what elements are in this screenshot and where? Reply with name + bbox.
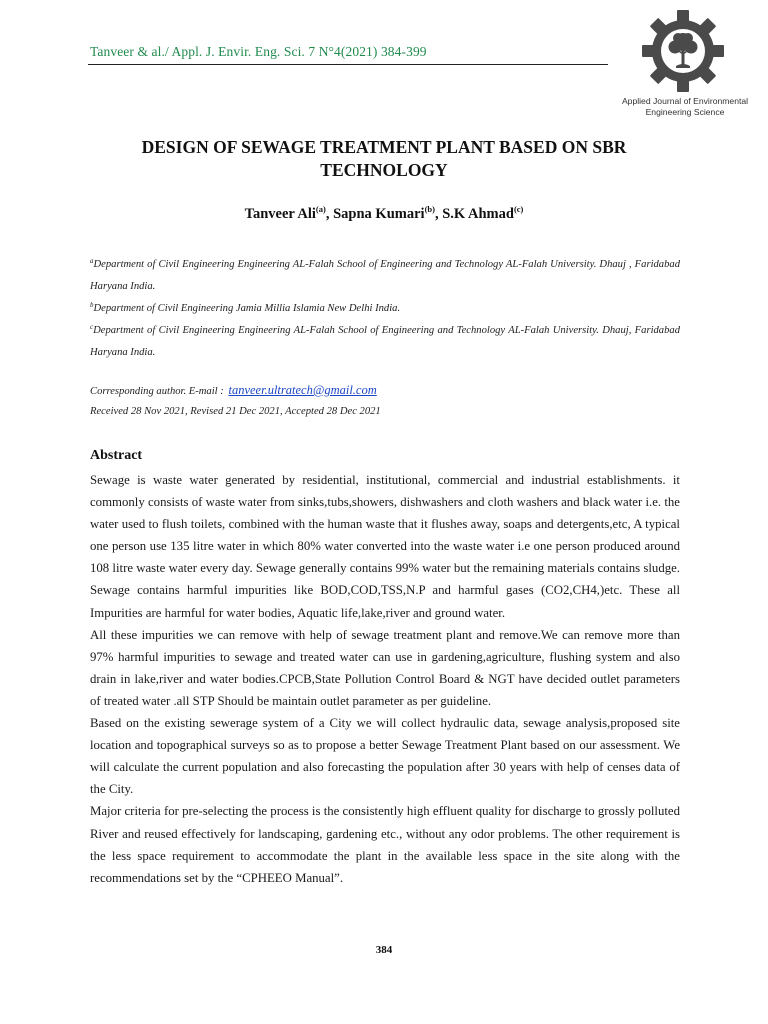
author-list (90, 204, 678, 223)
abstract-paragraph: All these impurities we can remove with help of sewage treatment plant and remove.We can remove more than 97% harmful impurities to sewage and treated water can use in gardening,agriculture, flushing system and also drain in lake,river and water bodies.CPCB,State Pollution Control Board & NGT have decided outlet parameters of treated water .all STP Should be maintain outlet parameter as per guideline. (90, 627, 680, 708)
abstract-heading: Abstract (90, 448, 143, 463)
journal-name (606, 96, 764, 117)
paper-title (90, 136, 678, 182)
author-affiliation-mark: (a) (315, 204, 326, 214)
affiliation-mark: b (90, 301, 94, 309)
title-line-2: TECHNOLOGY (320, 160, 448, 180)
journal-name-line-2: Engineering Science (645, 106, 725, 117)
page-number: 384 (375, 944, 393, 956)
gear-tree-logo-icon (640, 8, 726, 94)
author-separator: , (325, 206, 334, 222)
journal-citation: Tanveer & al./ Appl. J. Envir. Eng. Sci. 7 N°4(2021) 384-399 (90, 44, 427, 59)
author-name: Tanveer Ali (244, 206, 316, 222)
affiliation-text: Department of Civil Engineering Jamia Millia Islamia New Delhi India. (93, 303, 401, 314)
journal-name-line-1: Applied Journal of Environmental (621, 96, 749, 106)
affiliation-a (90, 250, 680, 298)
author-separator: , (434, 206, 443, 222)
affiliation-mark: a (90, 257, 94, 265)
submission-dates: Received 28 Nov 2021, Revised 21 Dec 2021, Accepted 28 Dec 2021 (90, 406, 381, 417)
corresponding-label: Corresponding author. E-mail : (90, 386, 224, 397)
author-affiliation-mark: (c) (513, 204, 524, 214)
header-divider (88, 64, 608, 65)
affiliation-c (90, 316, 680, 364)
title-line-1: DESIGN OF SEWAGE TREATMENT PLANT BASED ON SBR (141, 137, 627, 157)
abstract-body (90, 469, 680, 889)
affiliation-mark: c (90, 323, 94, 331)
corresponding-author (90, 383, 377, 398)
author-affiliation-mark: (b) (424, 204, 435, 214)
affiliation-text: Department of Civil Engineering Engineering AL-Falah School of Engineering and Technology AL-Falah University. Dhauj , Faridabad Haryana India. (90, 259, 680, 292)
author-name: Sapna Kumari (333, 206, 425, 222)
corresponding-email-link[interactable]: tanveer.ultratech@gmail.com (228, 383, 377, 397)
abstract-paragraph: Based on the existing sewerage system of a City we will collect hydraulic data, sewage analysis,proposed site location and topographical surveys so as to propose a better Sewage Treatment Plant based on our assessment. We will calculate the current population and also forecasting the population after 30 years with help of censes data of the City. (90, 716, 680, 797)
affiliation-text: Department of Civil Engineering Engineering AL-Falah School of Engineering and Technology AL-Falah University. Dhauj, Faridabad Haryana India. (90, 325, 680, 358)
abstract-paragraph: Major criteria for pre-selecting the process is the consistently high effluent quality for discharge to grossly polluted River and reused effectively for landscaping, gardening etc., without any odor problems. The other requirement is the less space requirement to accommodate the plant in the available less space in the site along with the recommendations set by the “CPHEEO Manual”. (90, 804, 680, 885)
abstract-paragraph: Sewage is waste water generated by residential, institutional, commercial and industrial establishments. it commonly consists of waste water from sinks,tubs,showers, dishwashers and cloth washers and black water i.e. the water used to flush toilets, combined with the human waste that it flushes away, soaps and detergents,etc, A typical one person use 135 litre water in which 80% water converted into the waste water i.e one person produced around 108 litre waste water every day. Sewage generally contains 99% water but the remaining materials contains sludge. Sewage contains harmful impurities like BOD,COD,TSS,N.P and harmful gases (CO2,CH4,)etc. These all Impurities are harmful for water bodies, Aquatic life,lake,river and ground water. (90, 473, 680, 620)
author-name: S.K Ahmad (442, 206, 514, 222)
